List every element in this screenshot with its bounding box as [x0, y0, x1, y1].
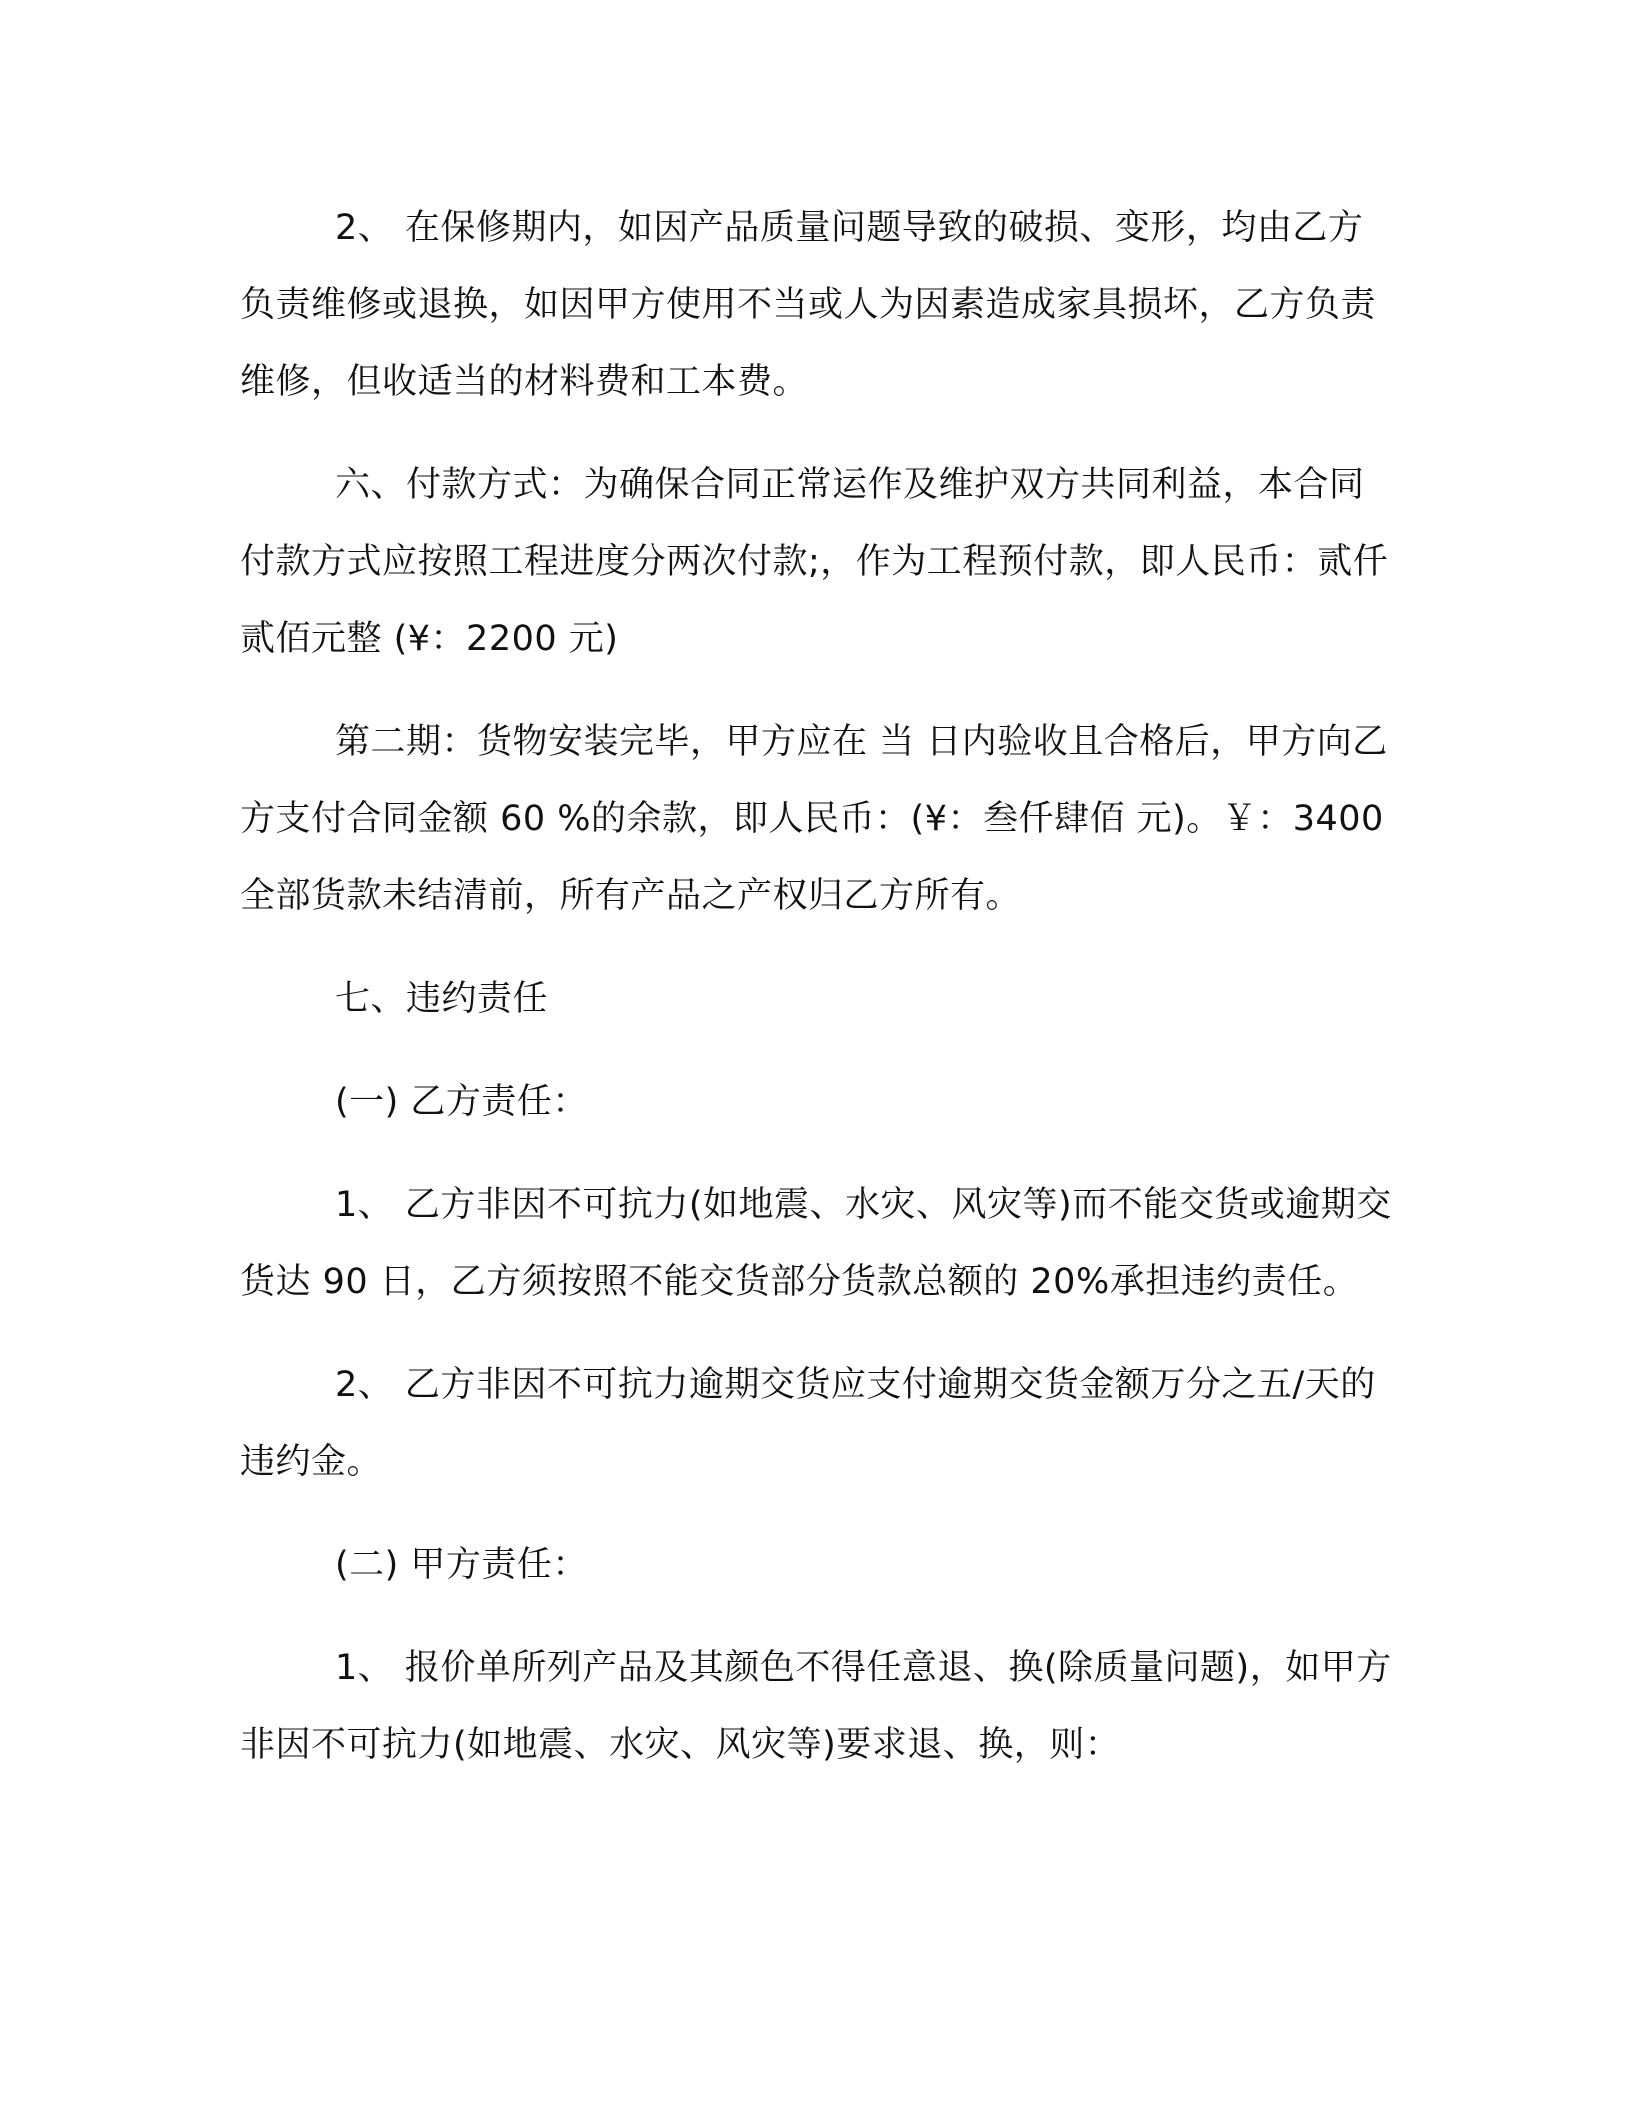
- paragraph-party-a-item-1: 1、 报价单所列产品及其颜色不得任意退、换(除质量问题)，如甲方非因不可抗力(如地震、水灾、风灾等)要求退、换，则：: [240, 1648, 1392, 1765]
- paragraph-warranty-item-2: 2、 在保修期内，如因产品质量问题导致的破损、变形，均由乙方负责维修或退换，如因甲方使用不当或人为因素造成家具损坏，乙方负责维修，但收适当的材料费和工本费。: [240, 208, 1377, 402]
- paragraph-second-payment: 第二期：货物安装完毕，甲方应在 当 日内验收且合格后，甲方向乙方支付合同金额 60 %的余款，即人民币：(¥：叁仟肆佰 元)。￥：3400 全部货款未结清前，所有产品之产权归乙方所有。: [240, 722, 1388, 916]
- subsection-heading-party-a: (二) 甲方责任：: [335, 1545, 588, 1585]
- paragraph-party-b-item-2: 2、 乙方非因不可抗力逾期交货应支付逾期交货金额万分之五/天的违约金。: [240, 1365, 1376, 1482]
- section-heading-breach-liability: 七、违约责任: [335, 979, 549, 1019]
- document-body: [240, 190, 1395, 1810]
- subsection-heading-party-b: (一) 乙方责任：: [335, 1082, 588, 1122]
- paragraph-party-b-item-1: 1、 乙方非因不可抗力(如地震、水灾、风灾等)而不能交货或逾期交货达 90 日，乙方须按照不能交货部分货款总额的 20%承担违约责任。: [240, 1185, 1392, 1302]
- paragraph-payment-method: 六、付款方式：为确保合同正常运作及维护双方共同利益，本合同付款方式应按照工程进度分两次付款;，作为工程预付款，即人民币：贰仟贰佰元整 (¥：2200 元): [240, 465, 1389, 659]
